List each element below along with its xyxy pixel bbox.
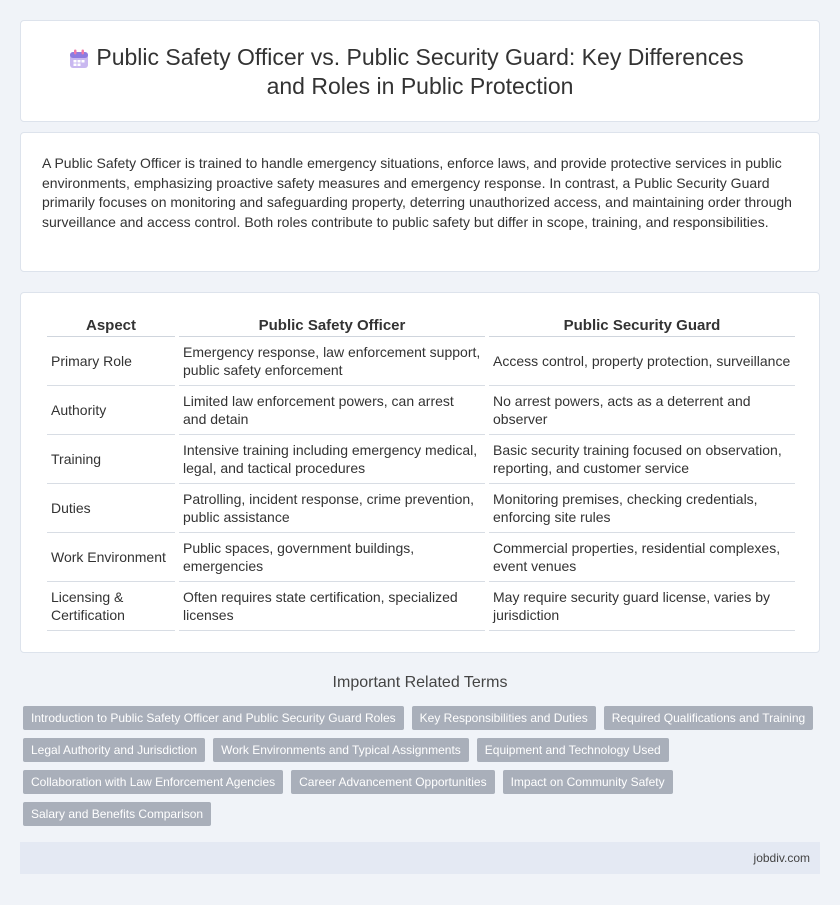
table-row [47,582,795,631]
page-title [21,43,819,101]
table-cell-guard: Basic security training focused on observation, reporting, and customer service [489,435,795,484]
table-cell-officer: Limited law enforcement powers, can arrest and detain [179,386,485,435]
table-row [47,386,795,435]
table-cell-guard: No arrest powers, acts as a deterrent and observer [489,386,795,435]
related-terms-heading: Important Related Terms [332,674,508,691]
table-cell-guard: Access control, property protection, surveillance [489,337,795,386]
table-cell-guard: Commercial properties, residential complexes, event venues [489,533,795,582]
related-term-tag[interactable]: Legal Authority and Jurisdiction [23,738,205,762]
footer [20,842,820,874]
table-cell-guard: May require security guard license, varies by jurisdiction [489,582,795,631]
table-row [47,337,795,386]
page-title-line-2: and Roles in Public Protection [266,73,574,99]
table-cell-aspect: Primary Role [47,337,175,386]
related-term-tag[interactable]: Impact on Community Safety [503,770,673,794]
related-term-tag[interactable]: Salary and Benefits Comparison [23,802,211,826]
table-cell-guard: Monitoring premises, checking credentials, enforcing site rules [489,484,795,533]
table-cell-officer: Patrolling, incident response, crime prevention, public assistance [179,484,485,533]
related-terms-list [23,706,823,826]
related-term-tag[interactable]: Introduction to Public Safety Officer and Public Security Guard Roles [23,706,404,730]
table-row [47,435,795,484]
table-cell-aspect: Work Environment [47,533,175,582]
column-header-officer: Public Safety Officer [179,315,485,337]
column-header-aspect: Aspect [47,315,175,337]
table-cell-officer: Emergency response, law enforcement support, public safety enforcement [179,337,485,386]
related-term-tag[interactable]: Work Environments and Typical Assignments [213,738,469,762]
table-cell-officer: Often requires state certification, specialized licenses [179,582,485,631]
table-cell-officer: Public spaces, government buildings, emergencies [179,533,485,582]
related-term-tag[interactable]: Career Advancement Opportunities [291,770,494,794]
page-title-line-1: Public Safety Officer vs. Public Security Guard: Key Differences [96,44,744,70]
footer-site-link[interactable]: jobdiv.com [753,851,810,865]
related-term-tag[interactable]: Collaboration with Law Enforcement Agencies [23,770,283,794]
column-header-guard: Public Security Guard [489,315,795,337]
table-row [47,484,795,533]
table-cell-aspect: Licensing & Certification [47,582,175,631]
table-row [47,533,795,582]
comparison-table-card [20,292,820,653]
intro-card [20,132,820,272]
comparison-table [43,315,799,631]
related-term-tag[interactable]: Required Qualifications and Training [604,706,813,730]
table-cell-aspect: Duties [47,484,175,533]
table-cell-aspect: Training [47,435,175,484]
table-header-row [47,315,795,337]
table-cell-officer: Intensive training including emergency medical, legal, and tactical procedures [179,435,485,484]
header-card [20,20,820,122]
related-term-tag[interactable]: Equipment and Technology Used [477,738,669,762]
intro-paragraph: A Public Safety Officer is trained to handle emergency situations, enforce laws, and provide protective services in public environments, emphasizing proactive safety measures and emergency response. In contrast, a Public Security Guard primarily focuses on monitoring and safeguarding property, deterring unauthorized access, and maintaining order through surveillance and access control. Both roles contribute to public safety but differ in scope, training, and responsibilities. [42,155,792,230]
table-cell-aspect: Authority [47,386,175,435]
related-term-tag[interactable]: Key Responsibilities and Duties [412,706,596,730]
